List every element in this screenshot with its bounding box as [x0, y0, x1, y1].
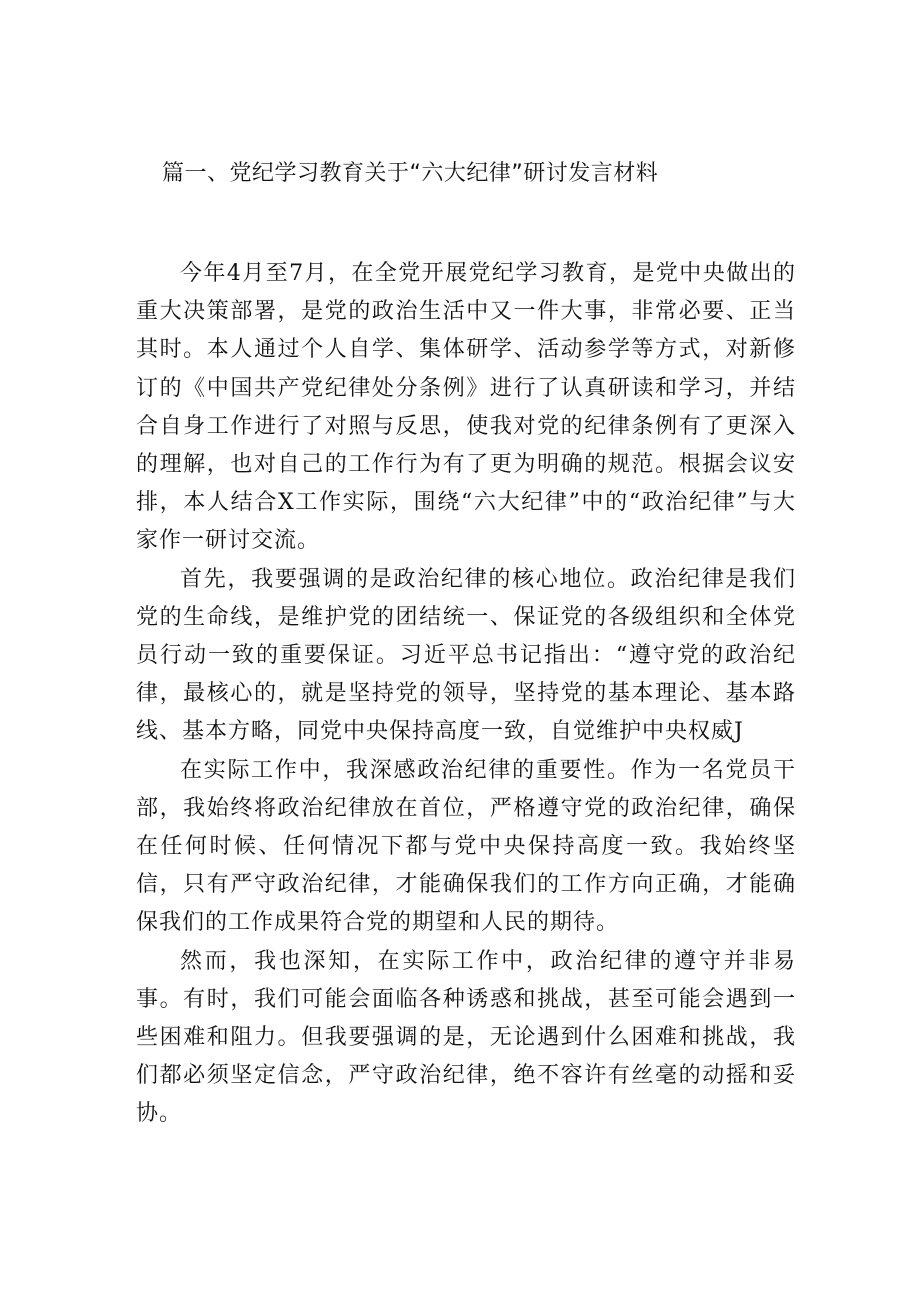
paragraph-challenges: 然而，我也深知，在实际工作中，政治纪律的遵守并非易事。有时，我们可能会面临各种诱惑和挑战，甚至可能会遇到一些困难和阻力。但我要强调的是，无论遇到什么困难和挑战，我们都必须坚定信念，严守政治纪律，绝不容许有丝毫的动摇和妥协。 [136, 948, 796, 1127]
paragraph-intro: 今年4月至7月，在全党开展党纪学习教育，是党中央做出的重大决策部署，是党的政治生活中又一件大事，非常必要、正当其时。本人通过个人自学、集体研学、活动参学等方式，对新修订的《中国共产党纪律处分条例》进行了认真研读和学习，并结合自身工作进行了对照与反思，使我对党的纪律条例有了更深入的理解，也对自己的工作行为有了更为明确的规范。根据会议安排，本人结合X工作实际，围绕“六大纪律”中的“政治纪律”与大家作一研讨交流。 [136, 261, 796, 554]
document-body [136, 255, 796, 1134]
paragraph-practical-work: 在实际工作中，我深感政治纪律的重要性。作为一名党员干部，我始终将政治纪律放在首位，严格遵守党的政治纪律，确保在任何时候、任何情况下都与党中央保持高度一致。我始终坚信，只有严守政治纪律，才能确保我们的工作方向正确，才能确保我们的工作成果符合党的期望和人民的期待。 [136, 757, 796, 936]
paragraph-political-discipline-core: 首先，我要强调的是政治纪律的核心地位。政治纪律是我们党的生命线，是维护党的团结统一、保证党的各级组织和全体党员行动一致的重要保证。习近平总书记指出：“遵守党的政治纪律，最核心的，就是坚持党的领导，坚持党的基本理论、基本路线、基本方略，同党中央保持高度一致，自觉维护中央权威J [136, 566, 796, 745]
document-title: 篇一、党纪学习教育关于“六大纪律”研讨发言材料 [162, 161, 659, 186]
